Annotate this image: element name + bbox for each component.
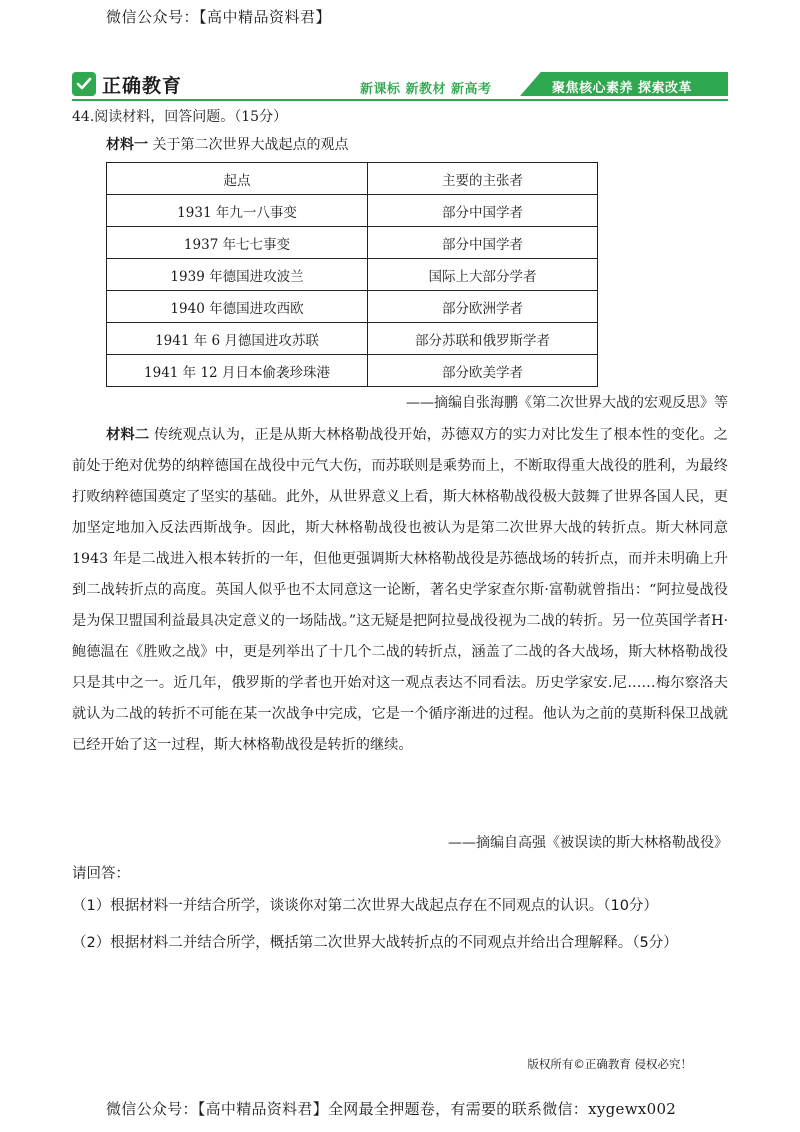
brand-logo <box>72 70 182 98</box>
brand-name: 正确教育 <box>102 74 183 97</box>
bottom-wechat-banner: 微信公众号：【高中精品资料君】全网最全押题卷，有需要的联系微信：xygewx002 <box>106 1100 677 1118</box>
top-wechat-banner: 微信公众号：【高中精品资料君】 <box>106 8 332 26</box>
slogan-right: 聚焦核心素养 探索改革 <box>552 81 693 96</box>
material2-text: 传统观点认为，正是从斯大林格勒战役开始，苏德双方的实力对比发生了根本性的变化。之前处于绝对优势的纳粹德国在战役中元气大伤，而苏联则是乘势而上，不断取得重大战役的胜利，为最终打败纳粹德国奠定了坚实的基础。此外，从世界意义上看，斯大林格勒战役极大鼓舞了世界各国人民，更加坚定地加入反法西斯战争。因此，斯大林格勒战役也被认为是第二次世界大战的转折点。斯大林同意 1943 年是二战进入根本转折的一年，但他更强调斯大林格勒战役是苏德战场的转折点，而并未明确上升到二战转折点的高度。英国人似乎也不太同意这一论断，著名史学家查尔斯·富勒就曾指出：“阿拉曼战役是为保卫盟国利益最具决定意义的一场陆战。”这无疑是把阿拉曼战役视为二战的转折。另一位英国学者H·鲍德温在《胜败之战》中，更是列举出了十几个二战的转折点，涵盖了二战的各大战场，斯大林格勒战役只是其中之一。近几年，俄罗斯的学者也开始对这一观点表达不同看法。历史学家安.尼……梅尔察洛夫就认为二战的转折不可能在某一次战争中完成，它是一个循序渐进的过程。他认为之前的莫斯科保卫战就已经开始了这一过程，斯大林格勒战役是转折的继续。 <box>72 427 728 753</box>
table-cell-start: 1941 年 12 月日本偷袭珍珠港 <box>107 355 368 387</box>
table-row <box>107 355 598 387</box>
header-divider <box>72 99 728 101</box>
material1-label: 材料一 <box>106 137 148 153</box>
sub-question-1: （1）根据材料一并结合所学，谈谈你对第二次世界大战起点存在不同观点的认识。（10分） <box>72 898 658 914</box>
table-row <box>107 227 598 259</box>
table-cell-start: 1940 年德国进攻西欧 <box>107 291 368 323</box>
table-row <box>107 291 598 323</box>
table-cell-advocates: 部分中国学者 <box>368 195 598 227</box>
table-cell-advocates: 部分欧美学者 <box>368 355 598 387</box>
material1-source: ——摘编自张海鹏《第二次世界大战的宏观反思》等 <box>406 395 728 411</box>
material2-source: ——摘编自高强《被误读的斯大林格勒战役》 <box>448 835 728 851</box>
material2-paragraph <box>72 420 728 761</box>
check-icon <box>72 72 96 96</box>
table-cell-start: 1939 年德国进攻波兰 <box>107 259 368 291</box>
table-cell-start: 1937 年七七事变 <box>107 227 368 259</box>
table-header-row <box>107 163 598 195</box>
material1-caption: 关于第二次世界大战起点的观点 <box>152 137 349 153</box>
copyright-notice: 版权所有©正确教育 侵权必究！ <box>527 1057 692 1071</box>
starting-point-table <box>106 162 598 387</box>
material2-label: 材料二 <box>106 427 150 443</box>
question-title: 44.阅读材料，回答问题。（15分） <box>72 109 288 125</box>
table-cell-advocates: 部分苏联和俄罗斯学者 <box>368 323 598 355</box>
table-header-advocates: 主要的主张者 <box>368 163 598 195</box>
table-row <box>107 323 598 355</box>
table-cell-advocates: 部分中国学者 <box>368 227 598 259</box>
table-cell-start: 1931 年九一八事变 <box>107 195 368 227</box>
table-cell-advocates: 部分欧洲学者 <box>368 291 598 323</box>
table-row <box>107 259 598 291</box>
material1-heading <box>106 134 348 154</box>
table-cell-advocates: 国际上大部分学者 <box>368 259 598 291</box>
table-header-start: 起点 <box>107 163 368 195</box>
slogan-left: 新课标 新教材 新高考 <box>360 82 492 97</box>
answer-prompt: 请回答： <box>72 866 130 882</box>
sub-question-2: （2）根据材料二并结合所学，概括第二次世界大战转折点的不同观点并给出合理解释。（5分） <box>72 935 678 951</box>
table-cell-start: 1941 年 6 月德国进攻苏联 <box>107 323 368 355</box>
table-row <box>107 195 598 227</box>
